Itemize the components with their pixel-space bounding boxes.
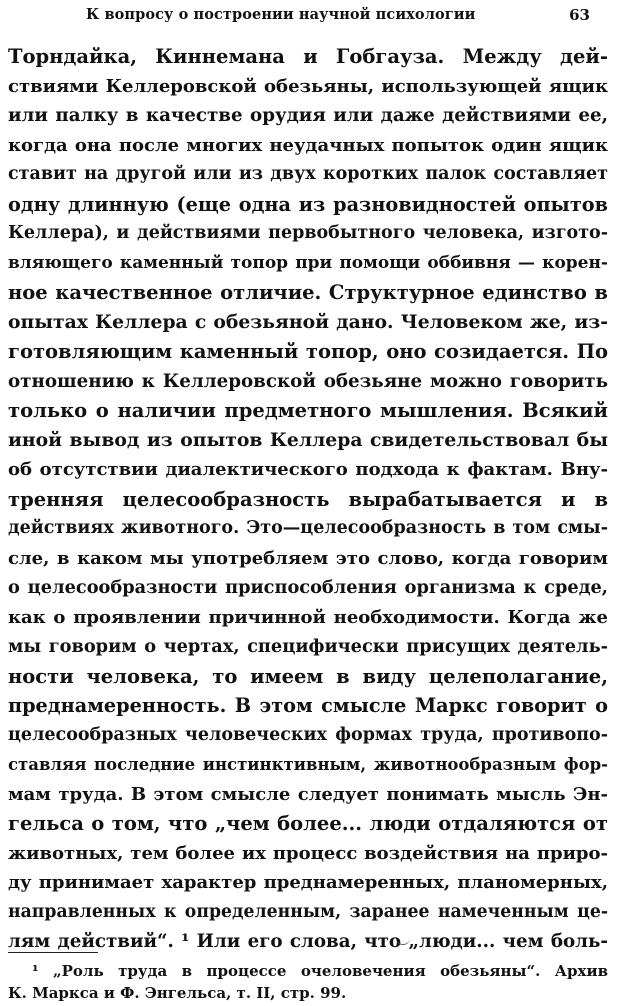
text-line: Торндайка, Киннемана и Гобгауза. Между дей- (8, 45, 608, 68)
text-line: гельса о том, что „чем более... люди отдаляются от (8, 812, 608, 835)
footnote-line: К. Маркса и Ф. Энгельса, т. II, стр. 99. (8, 984, 347, 1002)
text-line: действиях животного. Это—целесообразность в том смы- (8, 518, 608, 538)
text-line: иной вывод из опытов Келлера свидетельствовал бы (8, 428, 608, 451)
text-line: ду принимает характер преднамеренных, планомерных, (8, 872, 608, 893)
text-line: только о наличии предметного мышления. Всякий (8, 399, 608, 422)
text-line: ное качественное отличие. Структурное единство в (8, 281, 608, 304)
text-line: когда она после многих неудачных попыток один ящик (8, 134, 608, 156)
text-line: мам труда. В этом смысле следует понимать мысль Эн- (8, 783, 608, 805)
footnote-divider (8, 952, 98, 953)
text-line: мы говорим о чертах, специфически присущих деятель- (8, 636, 608, 657)
text-line: вляющего каменный топор при помощи оббивня — корен- (8, 252, 608, 273)
text-line: сле, в каком мы употребляем это слово, когда говорим (8, 547, 608, 569)
running-head-title: К вопросу о построении научной психологии (86, 6, 476, 23)
text-line: как о проявлении причинной необходимости. Когда же (8, 606, 608, 628)
text-line: лям действий“. ¹ Или его слова, что „люди... чем боль- (8, 931, 608, 952)
text-line: или палку в качестве орудия или даже действиями ее, (8, 105, 608, 126)
footnote-line: ¹ „Роль труда в процессе очеловечения обезьяны“. Архив (32, 962, 608, 980)
text-line: Келлера), и действиями первобытного человека, изгото- (8, 223, 608, 243)
text-line: о целесообразности приспособления организма к среде, (8, 577, 608, 598)
body-text (8, 42, 608, 957)
page-number: 63 (569, 6, 590, 24)
text-line: ности человека, то имеем в виду целеполагание, (8, 664, 608, 688)
text-line: ствиями Келлеровской обезьяны, использующей ящик (8, 75, 608, 97)
text-line: одну длинную (еще одна из разновидностей опытов (8, 192, 608, 216)
text-line: об отсутствии диалектического подхода к фактам. Вну- (8, 459, 608, 480)
text-line: готовляющим каменный топор, оно созидается. По (8, 340, 608, 363)
running-head (0, 4, 620, 28)
text-line: ставит на другой или из двух коротких палок составляет (8, 164, 608, 184)
text-line: ставляя последние инстинктивным, животнообразным фор- (8, 755, 608, 774)
text-line: опытах Келлера с обезьяной дано. Человеком же, из- (8, 310, 608, 333)
text-line: направленных к определенным, заранее намеченным це- (8, 901, 608, 922)
text-line: преднамеренность. В этом смысле Маркс говорит о (8, 694, 608, 717)
text-line: целесообразных человеческих формах труда, противопо- (8, 724, 608, 745)
text-line: отношению к Келлеровской обезьяне можно говорить (8, 370, 608, 392)
text-line: тренняя целесообразность вырабатывается и в (8, 487, 608, 511)
text-line: животных, тем более их процесс воздействия на приро- (8, 842, 608, 864)
footnote (8, 960, 608, 1004)
